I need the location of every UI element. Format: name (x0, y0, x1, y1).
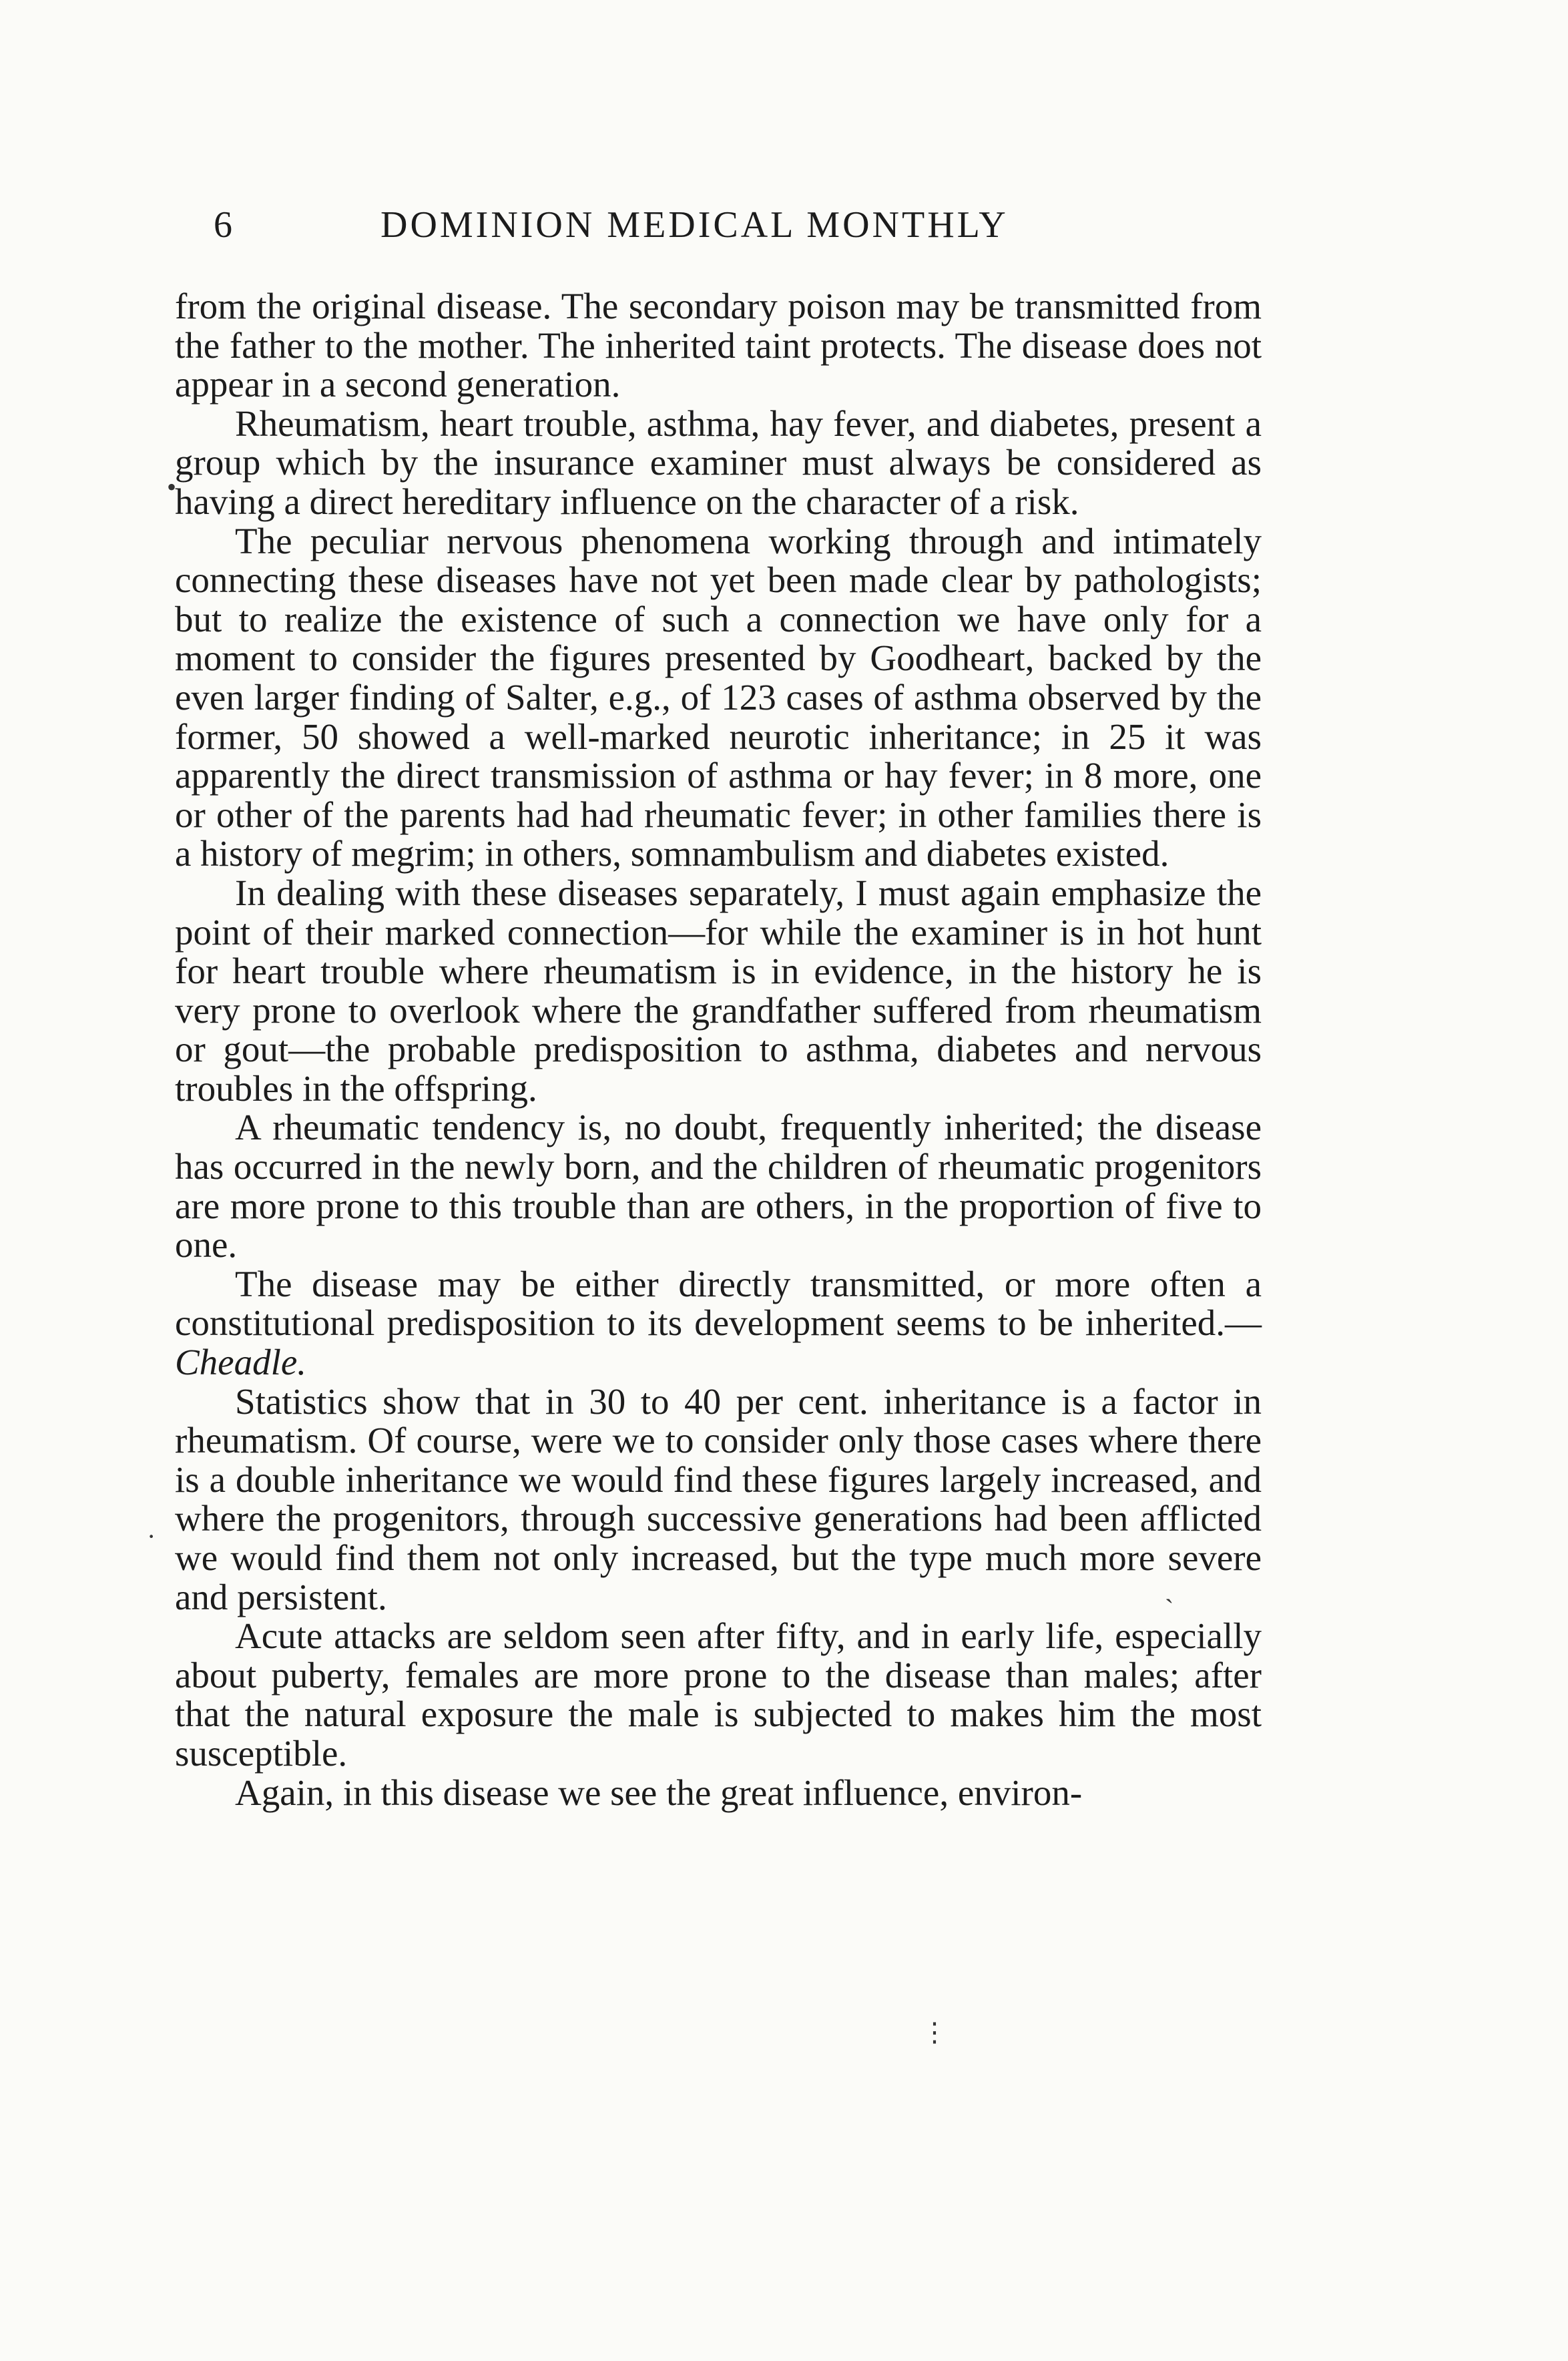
paragraph-continuation: from the original disease. The secondary poison may be transmitted from the father to the mother. The inherited taint protects. The disease does not appear in a second generation. (175, 286, 1262, 405)
paragraph-environment: Again, in this disease we see the great influence, environ- (235, 1772, 1083, 1813)
page-number: 6 (214, 204, 233, 246)
scan-speck: • (167, 472, 177, 502)
paragraph-transmission (175, 1265, 1262, 1382)
paragraph-marked-connection: In dealing with these diseases separately, I must again emphasize the point of their marked connection—for while the examiner is in hot hunt for heart trouble where rheumatism is in evidence, in the history he is very prone to overlook where the grandfather suffered from rheumatism or gout—the probable predisposition to asthma, diabetes and nervous troubles in the offspring. (175, 872, 1262, 1109)
paragraph-rheumatic-tendency: A rheumatic tendency is, no doubt, frequently inherited; the disease has occurred in the newly born, and the children of rheumatic progenitors are more prone to this trouble than are others, in the proportion of five to one. (175, 1107, 1262, 1266)
page-header (214, 204, 1268, 257)
paragraph-acute-attacks: Acute attacks are seldom seen after fifty, and in early life, especially about puberty, females are more prone to the disease than males; after that the natural exposure the male is subjected to makes him the most susceptible. (175, 1615, 1262, 1774)
running-title: DOMINION MEDICAL MONTHLY (380, 204, 1009, 246)
transmission-text: The disease may be either directly transmitted, or more often a constitutional predisposition to its development seems to be inherited.— (175, 1263, 1262, 1344)
citation-cheadle: Cheadle. (175, 1342, 307, 1383)
scan-speck: · (147, 1521, 156, 1551)
scan-speck: ˏ (1165, 1573, 1174, 1603)
paragraph-hereditary-group: Rheumatism, heart trouble, asthma, hay fever, and diabetes, present a group which by the insurance examiner must always be considered as having a direct hereditary influence on the character of a risk. (175, 403, 1262, 522)
article-body (175, 287, 1262, 1812)
paragraph-statistics: Statistics show that in 30 to 40 per cent. inheritance is a factor in rheumatism. Of course, were we to consider only those cases where there is a double inheritance we would find these figures largely increased, and where the progenitors, through successive generations had been afflicted we would find them not only increased, but the type much more severe and persistent. (175, 1380, 1262, 1617)
scan-speck: ⋮ (921, 2017, 948, 2047)
paragraph-nervous-phenomena: The peculiar nervous phenomena working through and intimately connecting these diseases have not yet been made clear by pathologists; but to realize the existence of such a connection we have only for a moment to consider the figures presented by Goodheart, backed by the even larger finding of Salter, e.g., of 123 cases of asthma observed by the former, 50 showed a well-marked neurotic inheritance; in 25 it was apparently the direct transmission of asthma or hay fever; in 8 more, one or other of the parents had had rheumatic fever; in other families there is a history of megrim; in others, somnambulism and diabetes existed. (175, 520, 1262, 874)
